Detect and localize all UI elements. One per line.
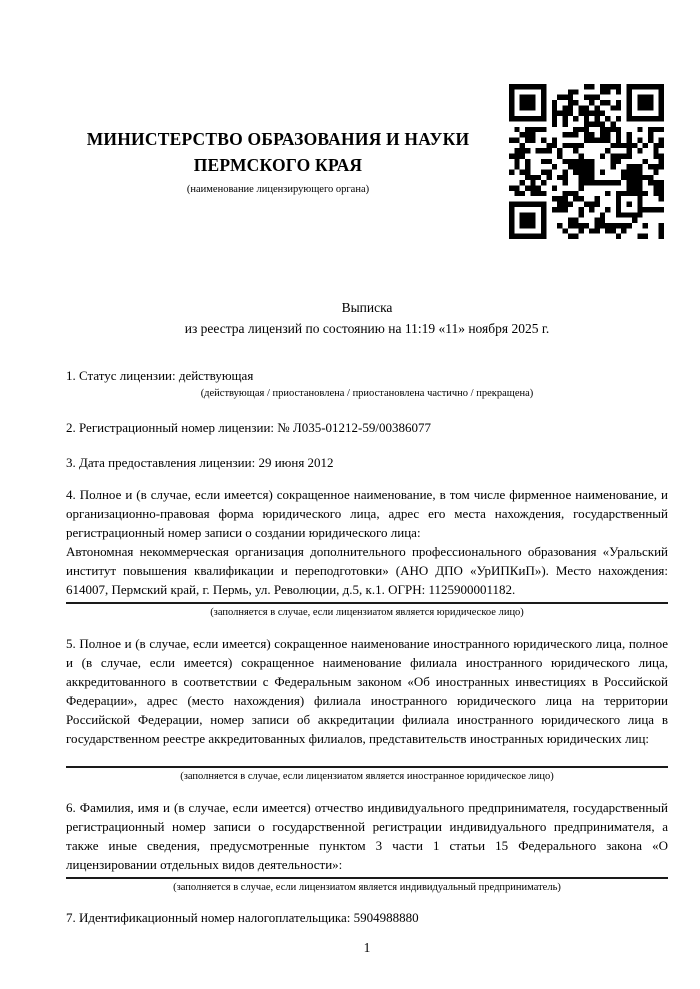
ministry-name-line2: ПЕРМСКОГО КРАЯ [193, 155, 363, 175]
ministry-name [66, 126, 490, 178]
licensing-authority-block [66, 126, 490, 196]
license-item-grant-date [66, 453, 668, 472]
item-caption: (заполняется в случае, если лицензиатом является индивидуальный предприниматель) [173, 882, 561, 893]
license-item-reg-number [66, 418, 668, 437]
signature-rule [66, 602, 668, 604]
ministry-caption: (наименование лицензирующего органа) [186, 184, 370, 195]
item-caption: (заполняется в случае, если лицензиатом является юридическое лицо) [210, 607, 524, 618]
document-title-line2: из реестра лицензий по состоянию на 11:19 «11» ноября 2025 г. [184, 321, 550, 336]
item-text: 7. Идентификационный номер налогоплательщика: 5904988880 [66, 910, 419, 925]
item-text: 1. Статус лицензии: действующая [66, 368, 254, 383]
item-text: 6. Фамилия, имя и (в случае, если имеется) отчество индивидуального предпринимателя, государственный регистрационный номер записи о государственной регистрации индивидуального предпринимателя, а также иные сведения, предусмотренные пунктом 3 части 1 статьи 15 Федерального закона «О лицензировании отдельных видов деятельности»: [66, 800, 668, 872]
item-text: 5. Полное и (в случае, если имеется) сокращенное наименование иностранного юридического лица, полное и (в случае, если имеется) сокращенное наименование филиала иностранного юридического лица, аккредитованного в соответствии с Федеральным законом «Об иностранных инвестициях в Российской Федерации», адрес (место нахождения) филиала иностранного юридического лица на территории Российской Федерации, номер записи об аккредитации филиала иностранного юридического лица в государственном реестре аккредитованных филиалов, представительств иностранных юридических лиц: [66, 636, 668, 746]
signature-rule [66, 877, 668, 879]
item-text: 2. Регистрационный номер лицензии: № Л035-01212-59/00386077 [66, 420, 432, 435]
license-item-individual-entrepreneur [66, 798, 668, 895]
document-title-line1: Выписка [341, 300, 393, 315]
license-item-foreign-entity [66, 634, 668, 784]
item-text: 4. Полное и (в случае, если имеется) сокращенное наименование, в том числе фирменное наименование, и организационно-правовая форма юридического лица, адрес его места нахождения, государственный регистрационный номер записи о создании юридического лица: [66, 487, 668, 540]
item-caption: (заполняется в случае, если лицензиатом является иностранное юридическое лицо) [180, 771, 554, 782]
signature-rule [66, 766, 668, 768]
license-item-taxpayer-number [66, 908, 668, 927]
ministry-name-line1: МИНИСТЕРСТВО ОБРАЗОВАНИЯ И НАУКИ [86, 129, 470, 149]
item-value: Автономная некоммерческая организация дополнительного профессионального образования «Уральский институт повышения квалификации и переподготовки» (АНО ДПО «УрИПКиП»). Место нахождения: 614007, Пермский край, г. Пермь, ул. Революции, д.5, к.1. ОГРН: 1125900001182. [66, 544, 668, 597]
license-item-legal-entity [66, 485, 668, 620]
document-title [66, 297, 668, 339]
page-number: 1 [363, 940, 371, 955]
item-text: 3. Дата предоставления лицензии: 29 июня 2012 [66, 455, 334, 470]
item-caption: (действующая / приостановлена / приостановлена частично / прекращена) [200, 388, 534, 399]
qr-code [509, 84, 664, 239]
document-body [66, 366, 668, 927]
license-item-status [66, 366, 668, 401]
empty-answer-line [66, 748, 668, 763]
